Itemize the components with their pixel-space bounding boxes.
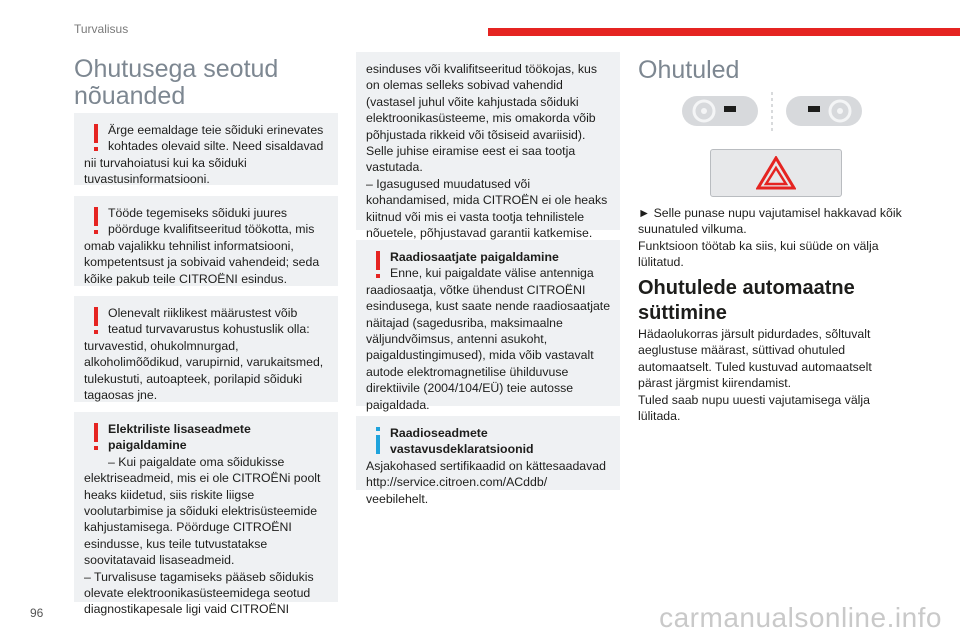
warning-box-electrical (74, 412, 338, 617)
hazard-lights-text: Funktsioon töötab ka siis, kui süüde on välja lülitatud. (638, 238, 879, 270)
section-title-line2: nõuanded (74, 82, 186, 110)
warning-box-electrical-cont (356, 52, 620, 241)
warning-text: – Igasugused muudatused või kohandamised, mida CITROËN ei ole heaks kiitnud või mis ei vasta tootja tehnilistele nõuetele, põhjustavad garantii katkemise. (366, 176, 608, 241)
info-icon (371, 427, 385, 457)
warning-heading: Elektriliste lisaseadmete paigaldamine (108, 422, 251, 453)
warning-text-indented: Enne, kui paigaldate välise antenniga (390, 266, 594, 281)
warning-text-indented: Tööde tegemiseks sõiduki juures pöörduge kvalifitseeritud töökotta, mis (108, 206, 315, 237)
header-accent-bar (488, 28, 960, 36)
section-title-line1: Ohutusega seotud (74, 55, 279, 83)
running-header: Turvalisus (74, 22, 129, 36)
warning-heading: Raadiosaatjate paigaldamine (390, 250, 559, 264)
warning-box-labels (74, 113, 338, 185)
warning-text: nii turvahoiatusi kui ka sõiduki tuvastusinformatsiooni. (84, 155, 247, 187)
warning-text: elektriseadmeid, mis ei ole CITROËNi poolt heaks kiidetud, siis riskite liigse voolutarbimise ja sõiduki elektrisüsteemide kahjustamisega. Pöörduge CITROËNI esindusse, kus teile tutvustatakse soovitatavaid lisaseadmeid. (84, 471, 321, 568)
info-box-radio-declarations (356, 416, 620, 506)
hazard-button-location-illustration (682, 92, 862, 132)
warning-text-indented: – Kui paigaldate oma sõidukisse (108, 454, 285, 469)
warning-exclamation-icon (89, 124, 103, 154)
warning-box-equipment (74, 296, 338, 402)
hazard-triangle-icon (756, 156, 796, 190)
auto-hazard-text: Tuled saab nupu uuesti vajutamisega välja lülitada. (638, 392, 870, 424)
warning-text: raadiosaatja, võtke ühendust CITROËNI esindusega, kust saate nende raadiosaatjate näitajad (sagedusriba, maksimaalne väljundvõimsus, antenni asukoht, paigaldustingimused), mida võib vastavalt autode elektromagnetilise ühilduvuse direktiivile (2004/104/EÜ) teie autosse paigaldada. (366, 282, 611, 412)
warning-box-radio-transmitters (356, 240, 620, 412)
warning-exclamation-icon (89, 307, 103, 337)
warning-exclamation-icon (371, 251, 385, 281)
warning-text: omab vajalikku tehnilist informatsiooni, kompetentsust ja sobivaid vahendeid; seda kõike pakub teile CITROËNI esindus. (84, 238, 320, 286)
section-title (74, 56, 338, 110)
hazard-lights-title: Ohutuled (638, 56, 740, 84)
hazard-lights-description (638, 205, 902, 271)
info-text: Asjakohased sertifikaadid on kättesaadavad http://service.citroen.com/ACddb/ veebilehelt. (366, 458, 606, 506)
hazard-button-panel (710, 149, 842, 197)
warning-box-workshop (74, 196, 338, 286)
warning-exclamation-icon (89, 423, 103, 453)
warning-text-indented: Ärge eemaldage teie sõiduki erinevates kohtades olevaid silte. Need sisaldavad (108, 123, 324, 154)
warning-text: turvavestid, ohukolmnurgad, alkoholimõõdikud, varupirnid, varukaitsmed, tulekustuti, autoapteek, porilapid sõiduki tagaosas jne. (84, 338, 324, 403)
warning-text-indented: Olenevalt riiklikest määrustest võib teatud turvavarustus kohustuslik olla: (108, 306, 310, 337)
auto-hazard-text: Hädaolukorras järsult pidurdades, sõltuvalt aeglustuse määrast, süttivad ohutuled automaatselt. Tuled kustuvad automaatselt pärast järgmist kiirendamist. (638, 327, 872, 391)
info-heading: Raadioseadmete vastavusdeklaratsioonid (390, 426, 534, 457)
warning-exclamation-icon (89, 207, 103, 237)
warning-text: – Turvalisuse tagamiseks pääseb sõidukis olevate elektroonikasüsteemidega seotud diagnostikapesale ligi vaid CITROËNI (84, 569, 314, 617)
auto-hazard-description (638, 326, 902, 424)
auto-hazard-subtitle: Ohutulede automaatne süttimine (638, 277, 855, 324)
hazard-lights-text: ► Selle punase nupu vajutamisel hakkavad kõik suunatuled vilkuma. (638, 206, 902, 237)
page-number: 96 (30, 606, 44, 620)
watermark: carmanualsonline.info (659, 602, 942, 633)
warning-text: esinduses või kvalifitseeritud töökojas, kus on olemas selleks sobivad vahendid (vastasel juhul võite kahjustada sõiduki elektroonikasüsteeme, mis omakorda võib põhjustada rikkeid või tõsiseid avariisid). Selle juhise eiramise eest ei saa tootja vastutada. (366, 62, 598, 175)
